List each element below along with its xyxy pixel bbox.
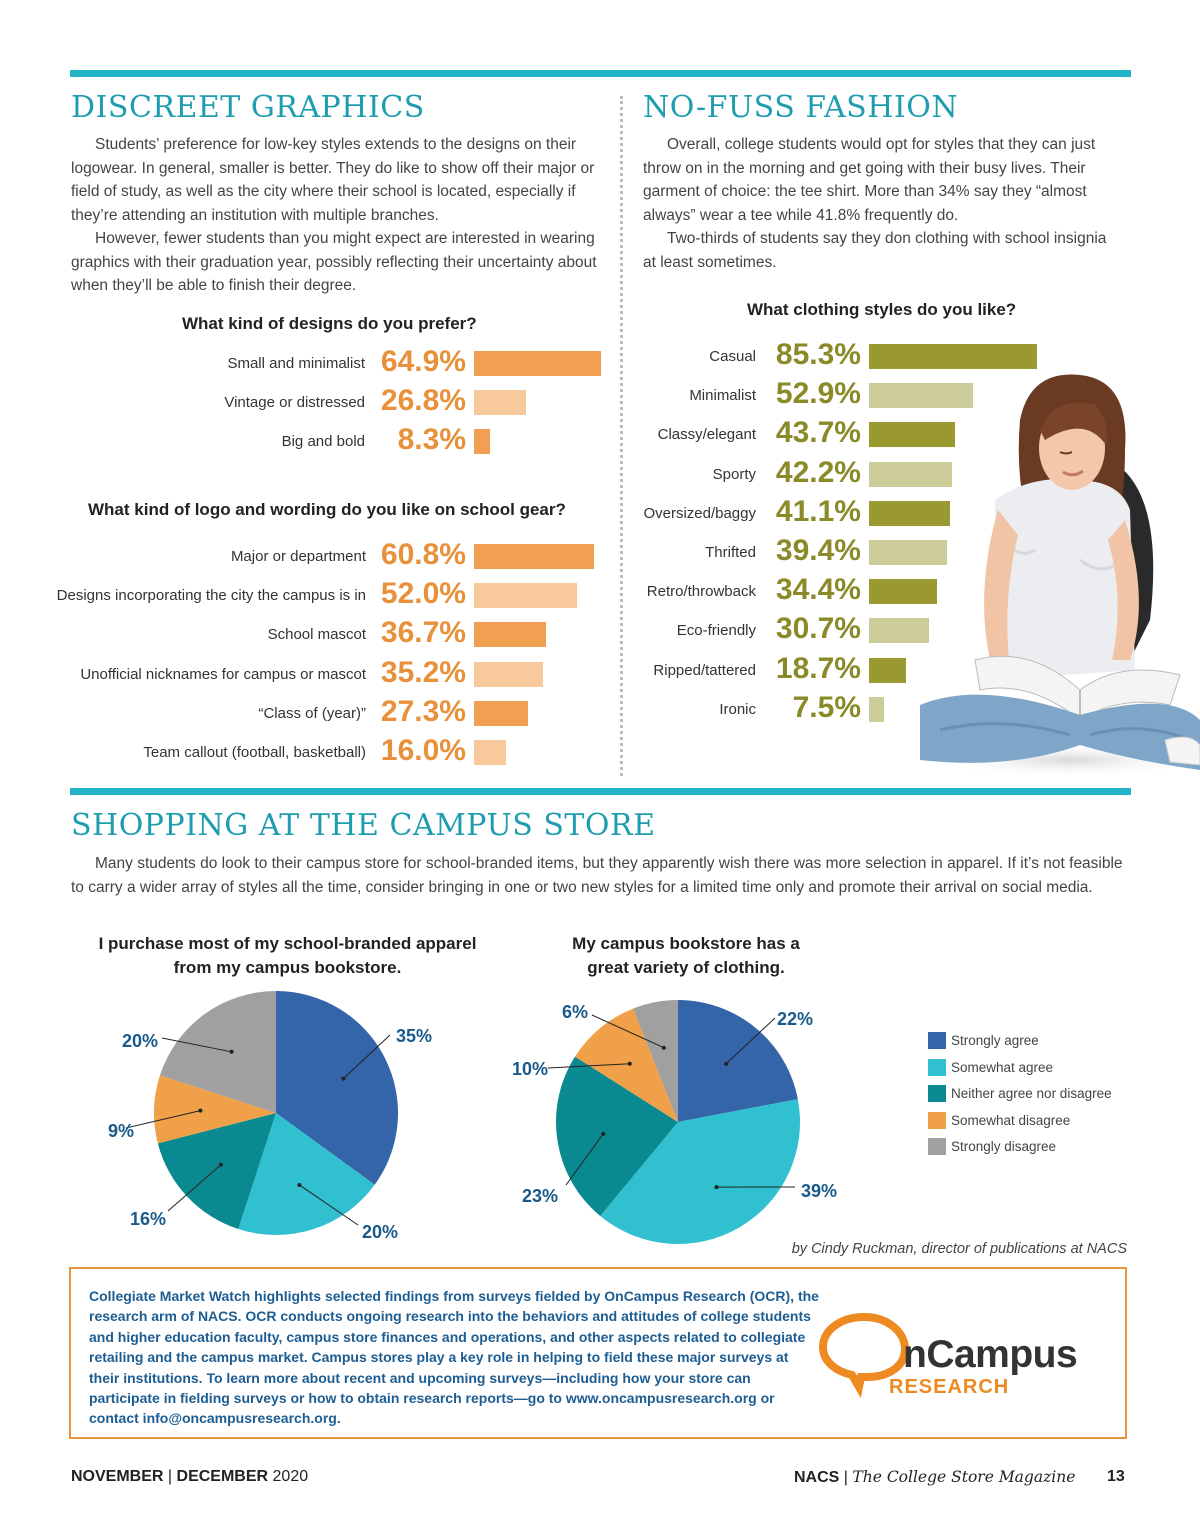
- legend-swatch: [928, 1032, 946, 1049]
- pie-leader-dot: [230, 1050, 234, 1054]
- page-number: 13: [1107, 1468, 1125, 1485]
- pie-leader-dot: [219, 1163, 223, 1167]
- bar-label: Oversized/baggy: [643, 504, 756, 522]
- bar-value-label: 85.3%: [775, 338, 861, 371]
- bar-label: Classy/elegant: [657, 426, 756, 444]
- bar-value-label: 43.7%: [775, 416, 861, 450]
- mid-rule: [70, 788, 1131, 795]
- bar-value-label: 52.9%: [775, 377, 861, 411]
- pie-leader-dot: [715, 1185, 719, 1189]
- pie-chart-purchase: [90, 985, 433, 1250]
- pie-value-label: 6%: [561, 1002, 588, 1022]
- bar-row: [0, 338, 1200, 372]
- discreet-para-1: Students’ preference for low-key styles extends to the designs on their logowear. In general, smaller is better. They do like to show off their major or field of study, as well as the city where their school is located, especially if they’re attending an institution with multiple branches.: [71, 136, 595, 224]
- nofuss-heading: NO-FUSS FASHION: [643, 90, 959, 125]
- pie-leader-dot: [628, 1062, 632, 1066]
- shopping-heading: SHOPPING AT THE CAMPUS STORE: [71, 808, 656, 843]
- logo-chart-title: What kind of logo and wording do you like on school gear?: [88, 500, 566, 519]
- bar-label: “Class of (year)”: [258, 704, 366, 722]
- pie-value-label: 23%: [521, 1186, 558, 1206]
- legend-label: Somewhat agree: [951, 1059, 1054, 1075]
- bar: [869, 383, 973, 408]
- info-box-text: Collegiate Market Watch highlights selected findings from surveys fielded by OnCampus Research (OCR), the research arm of NACS. OCR conducts ongoing research into the behaviors and attitudes of college students and higher education faculty, campus store finances and operations, and other aspects related to collegiate retailing and the campus market. Campus stores play a key role in helping to field these major surveys at their institutions. To learn more about recent and upcoming surveys—including how your store can participate in fielding surveys or how to obtain research reports—go to www.oncampusresearch.org or contact info@oncampusresearch.org.: [89, 1288, 819, 1427]
- bar-value-label: 8.3%: [397, 423, 466, 456]
- bar: [869, 697, 884, 722]
- bar-value-label: 30.7%: [775, 612, 861, 646]
- bar-value-label: 36.7%: [380, 616, 466, 650]
- bar-value-label: 39.4%: [775, 534, 861, 567]
- discreet-text: [71, 133, 599, 298]
- bar-value-label: 7.5%: [792, 690, 861, 724]
- bar-label: Sporty: [712, 465, 756, 483]
- pie2-title: My campus bookstore has a great variety of clothing.: [572, 934, 800, 977]
- bar-row: [0, 377, 1200, 411]
- bar-value-label: 60.8%: [380, 538, 466, 571]
- legend-label: Somewhat disagree: [951, 1112, 1071, 1128]
- legend-swatch: [928, 1112, 946, 1129]
- pie-value-label: 35%: [396, 1026, 433, 1046]
- bar-value-label: 18.7%: [775, 651, 861, 685]
- bar-row: [0, 612, 1200, 646]
- legend-swatch: [928, 1138, 946, 1155]
- oncampus-logo-subtext: RESEARCH: [889, 1376, 1010, 1398]
- pie-value-label: 39%: [801, 1181, 838, 1201]
- bar-label: Thrifted: [705, 544, 756, 561]
- pie-leader-dot: [724, 1062, 728, 1066]
- bar-value-label: 52.0%: [380, 577, 466, 611]
- shopping-text: [71, 852, 1133, 899]
- bar-row: [0, 455, 1200, 490]
- bar-label: Eco-friendly: [676, 622, 756, 640]
- bar-row: [0, 573, 1200, 607]
- pie1-title: I purchase most of my school-branded apparel from my campus bookstore.: [98, 934, 477, 977]
- designs-chart-title: What kind of designs do you prefer?: [182, 314, 477, 333]
- bar-label: Vintage or distressed: [224, 394, 365, 411]
- nofuss-para-1: Overall, college students would opt for styles that they can just throw on in the morning and get going with their busy lives. Their garment of choice: the tee shirt. More than 34% say they “almost always” wear a tee while 41.8% frequently do.: [643, 136, 1096, 224]
- pie-value-label: 20%: [121, 1031, 158, 1051]
- nofuss-para-2: Two-thirds of students say they don clothing with school insignia at least sometimes.: [643, 230, 1107, 271]
- bar-label: Ironic: [719, 700, 756, 718]
- pie-leader-dot: [601, 1132, 605, 1136]
- shopping-para: Many students do look to their campus store for school-branded items, but they apparently wish there was more selection in apparel. If it’s not feasible to carry a wider array of styles all the time, consider bringing in one or two new styles for a limited time only and promote their arrival on social media.: [71, 855, 1123, 896]
- legend-label: Strongly disagree: [951, 1139, 1057, 1154]
- footer-brand: NACS | The College Store Magazine: [794, 1468, 1076, 1486]
- bar-value-label: 35.2%: [380, 655, 466, 689]
- pie-leader-dot: [662, 1046, 666, 1050]
- bar-label: Small and minimalist: [227, 355, 365, 372]
- bar: [869, 540, 947, 565]
- bar-label: Casual: [709, 348, 756, 365]
- top-rule: [70, 70, 1131, 77]
- oncampus-logo-text: nCampus: [903, 1333, 1078, 1376]
- bar: [869, 462, 952, 487]
- bar: [869, 579, 937, 604]
- pie-leader-dot: [198, 1109, 202, 1113]
- bar-row: [0, 690, 1200, 725]
- discreet-para-2: However, fewer students than you might expect are interested in wearing graphics with their graduation year, possibly reflecting their uncertainty about when they’ll be able to finish their degree.: [71, 230, 597, 294]
- bar-value-label: 16.0%: [380, 734, 466, 767]
- bar-label: Designs incorporating the city the campus is in: [56, 587, 366, 605]
- legend-swatch: [928, 1059, 946, 1076]
- footer-issue: NOVEMBER | DECEMBER 2020: [71, 1468, 309, 1485]
- bar-row: [0, 651, 1200, 686]
- bar-value-label: 27.3%: [380, 694, 466, 728]
- pie-value-label: 10%: [511, 1059, 548, 1079]
- bar-value-label: 26.8%: [380, 384, 466, 417]
- bar-row: [0, 534, 1200, 568]
- byline: by Cindy Ruckman, director of publications at NACS: [791, 1241, 1127, 1257]
- bar: [869, 658, 906, 683]
- bar-label: Major or department: [230, 548, 366, 565]
- bar-label: Minimalist: [689, 387, 756, 405]
- bar-value-label: 42.2%: [775, 455, 861, 489]
- bar-label: Big and bold: [281, 433, 365, 450]
- pie-value-label: 22%: [777, 1009, 814, 1029]
- pie-value-label: 20%: [362, 1222, 399, 1242]
- bar-label: Retro/throwback: [646, 583, 756, 601]
- bar-row: [0, 416, 1200, 450]
- pie-value-label: 9%: [107, 1121, 134, 1141]
- bar-value-label: 41.1%: [775, 494, 861, 528]
- bar: [474, 740, 506, 765]
- pie-leader-dot: [341, 1077, 345, 1081]
- bar-value-label: 34.4%: [775, 573, 861, 607]
- bar: [869, 422, 955, 447]
- legend-label: Strongly agree: [951, 1033, 1039, 1048]
- discreet-heading: DISCREET GRAPHICS: [71, 90, 425, 125]
- nofuss-text: [643, 133, 1123, 274]
- bar: [869, 618, 929, 643]
- legend-swatch: [928, 1085, 946, 1102]
- bar: [869, 501, 950, 526]
- bar-label: Unofficial nicknames for campus or mascot: [80, 665, 366, 683]
- info-box: [69, 1267, 1127, 1439]
- pie-leader-dot: [297, 1183, 301, 1187]
- pie-value-label: 16%: [129, 1209, 166, 1229]
- bar-value-label: 64.9%: [380, 345, 466, 378]
- styles-chart-title: What clothing styles do you like?: [747, 300, 1017, 319]
- bar-label: School mascot: [267, 626, 366, 644]
- legend-label: Neither agree nor disagree: [951, 1086, 1112, 1101]
- bar-label: Team callout (football, basketball): [143, 744, 366, 761]
- pie-chart-variety: [490, 985, 838, 1250]
- bar: [869, 344, 1037, 369]
- bar-row: [0, 494, 1200, 529]
- bar-label: Ripped/tattered: [653, 661, 756, 679]
